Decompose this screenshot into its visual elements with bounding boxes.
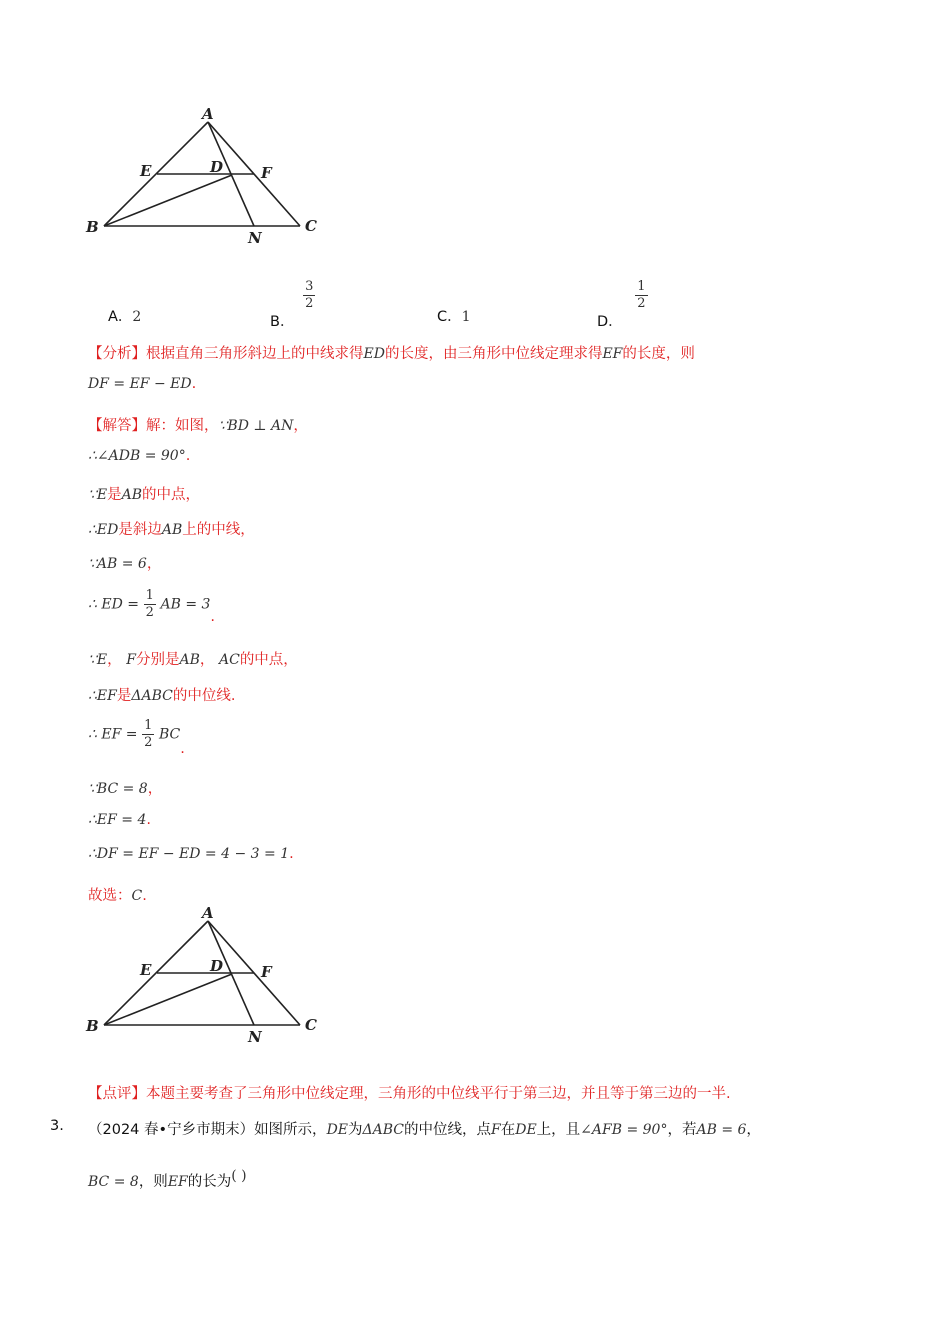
label-d: D <box>210 158 224 176</box>
solution-choice: 故选：C. <box>88 888 147 904</box>
solution-line-6: ∴ ED = $\frac{1}{2}$ AB = 3. <box>88 588 216 625</box>
label-b: B <box>86 1017 99 1035</box>
triangle-figure-bottom <box>80 904 330 1049</box>
solution-line-11: ∴EF = 4. <box>88 812 151 828</box>
label-e: E <box>140 162 152 180</box>
question-3-line-1: （2024 春•宁乡市期末）如图所示，DE为ΔABC的中位线，点F在DE上，且∠AFB = 90°，若AB = 6， <box>88 1122 761 1138</box>
solution-line-8: ∴EF是ΔABC的中位线. <box>88 688 236 704</box>
solution-line-5: ∵AB = 6， <box>88 556 162 572</box>
solution-line-2: ∴∠ADB = 90°. <box>88 448 191 464</box>
question-3-line-2: BC = 8，则EF的长为( ) <box>88 1168 247 1190</box>
solution-line-4: ∴ED是斜边AB上的中线， <box>88 522 255 538</box>
analysis-line-2: DF = EF − ED. <box>88 376 197 392</box>
label-d: D <box>210 957 224 975</box>
segment-bd <box>104 175 232 226</box>
solution-line-9: ∴ EF = $\frac{1}{2}$ BC. <box>88 718 185 757</box>
segment-bd <box>104 974 232 1025</box>
label-c: C <box>305 217 317 235</box>
label-c: C <box>305 1016 317 1034</box>
label-b: B <box>86 218 99 236</box>
solution-line-7: ∵E， F分别是AB， AC的中点， <box>88 652 298 668</box>
triangle-figure-top <box>80 105 330 250</box>
question-3-number: 3. <box>50 1118 64 1134</box>
solution-line-3: ∵E是AB的中点， <box>88 487 201 503</box>
answer-blank: ( ) <box>231 1168 247 1184</box>
solution-line-12: ∴DF = EF − ED = 4 − 3 = 1. <box>88 846 294 862</box>
option-c: C．1 <box>437 309 471 325</box>
label-f: F <box>261 164 272 182</box>
option-b: B． $\frac{3}{2}$ <box>270 279 314 330</box>
label-n: N <box>248 1028 262 1046</box>
label-f: F <box>261 963 272 981</box>
solution-line-1: 【解答】解：如图，∵BD ⊥ AN， <box>88 418 308 434</box>
comment-line: 【点评】本题主要考查了三角形中位线定理，三角形的中位线平行于第三边，并且等于第三边的一半. <box>88 1086 731 1102</box>
solution-line-10: ∵BC = 8， <box>88 781 163 797</box>
label-a: A <box>202 105 214 123</box>
analysis-line-1: 【分析】根据直角三角形斜边上的中线求得ED的长度，由三角形中位线定理求得EF的长度，则 <box>88 346 695 362</box>
label-e: E <box>140 961 152 979</box>
label-a: A <box>202 904 214 922</box>
label-n: N <box>248 229 262 247</box>
option-a: A．2 <box>108 309 142 325</box>
option-d: D． $\frac{1}{2}$ <box>597 279 646 330</box>
